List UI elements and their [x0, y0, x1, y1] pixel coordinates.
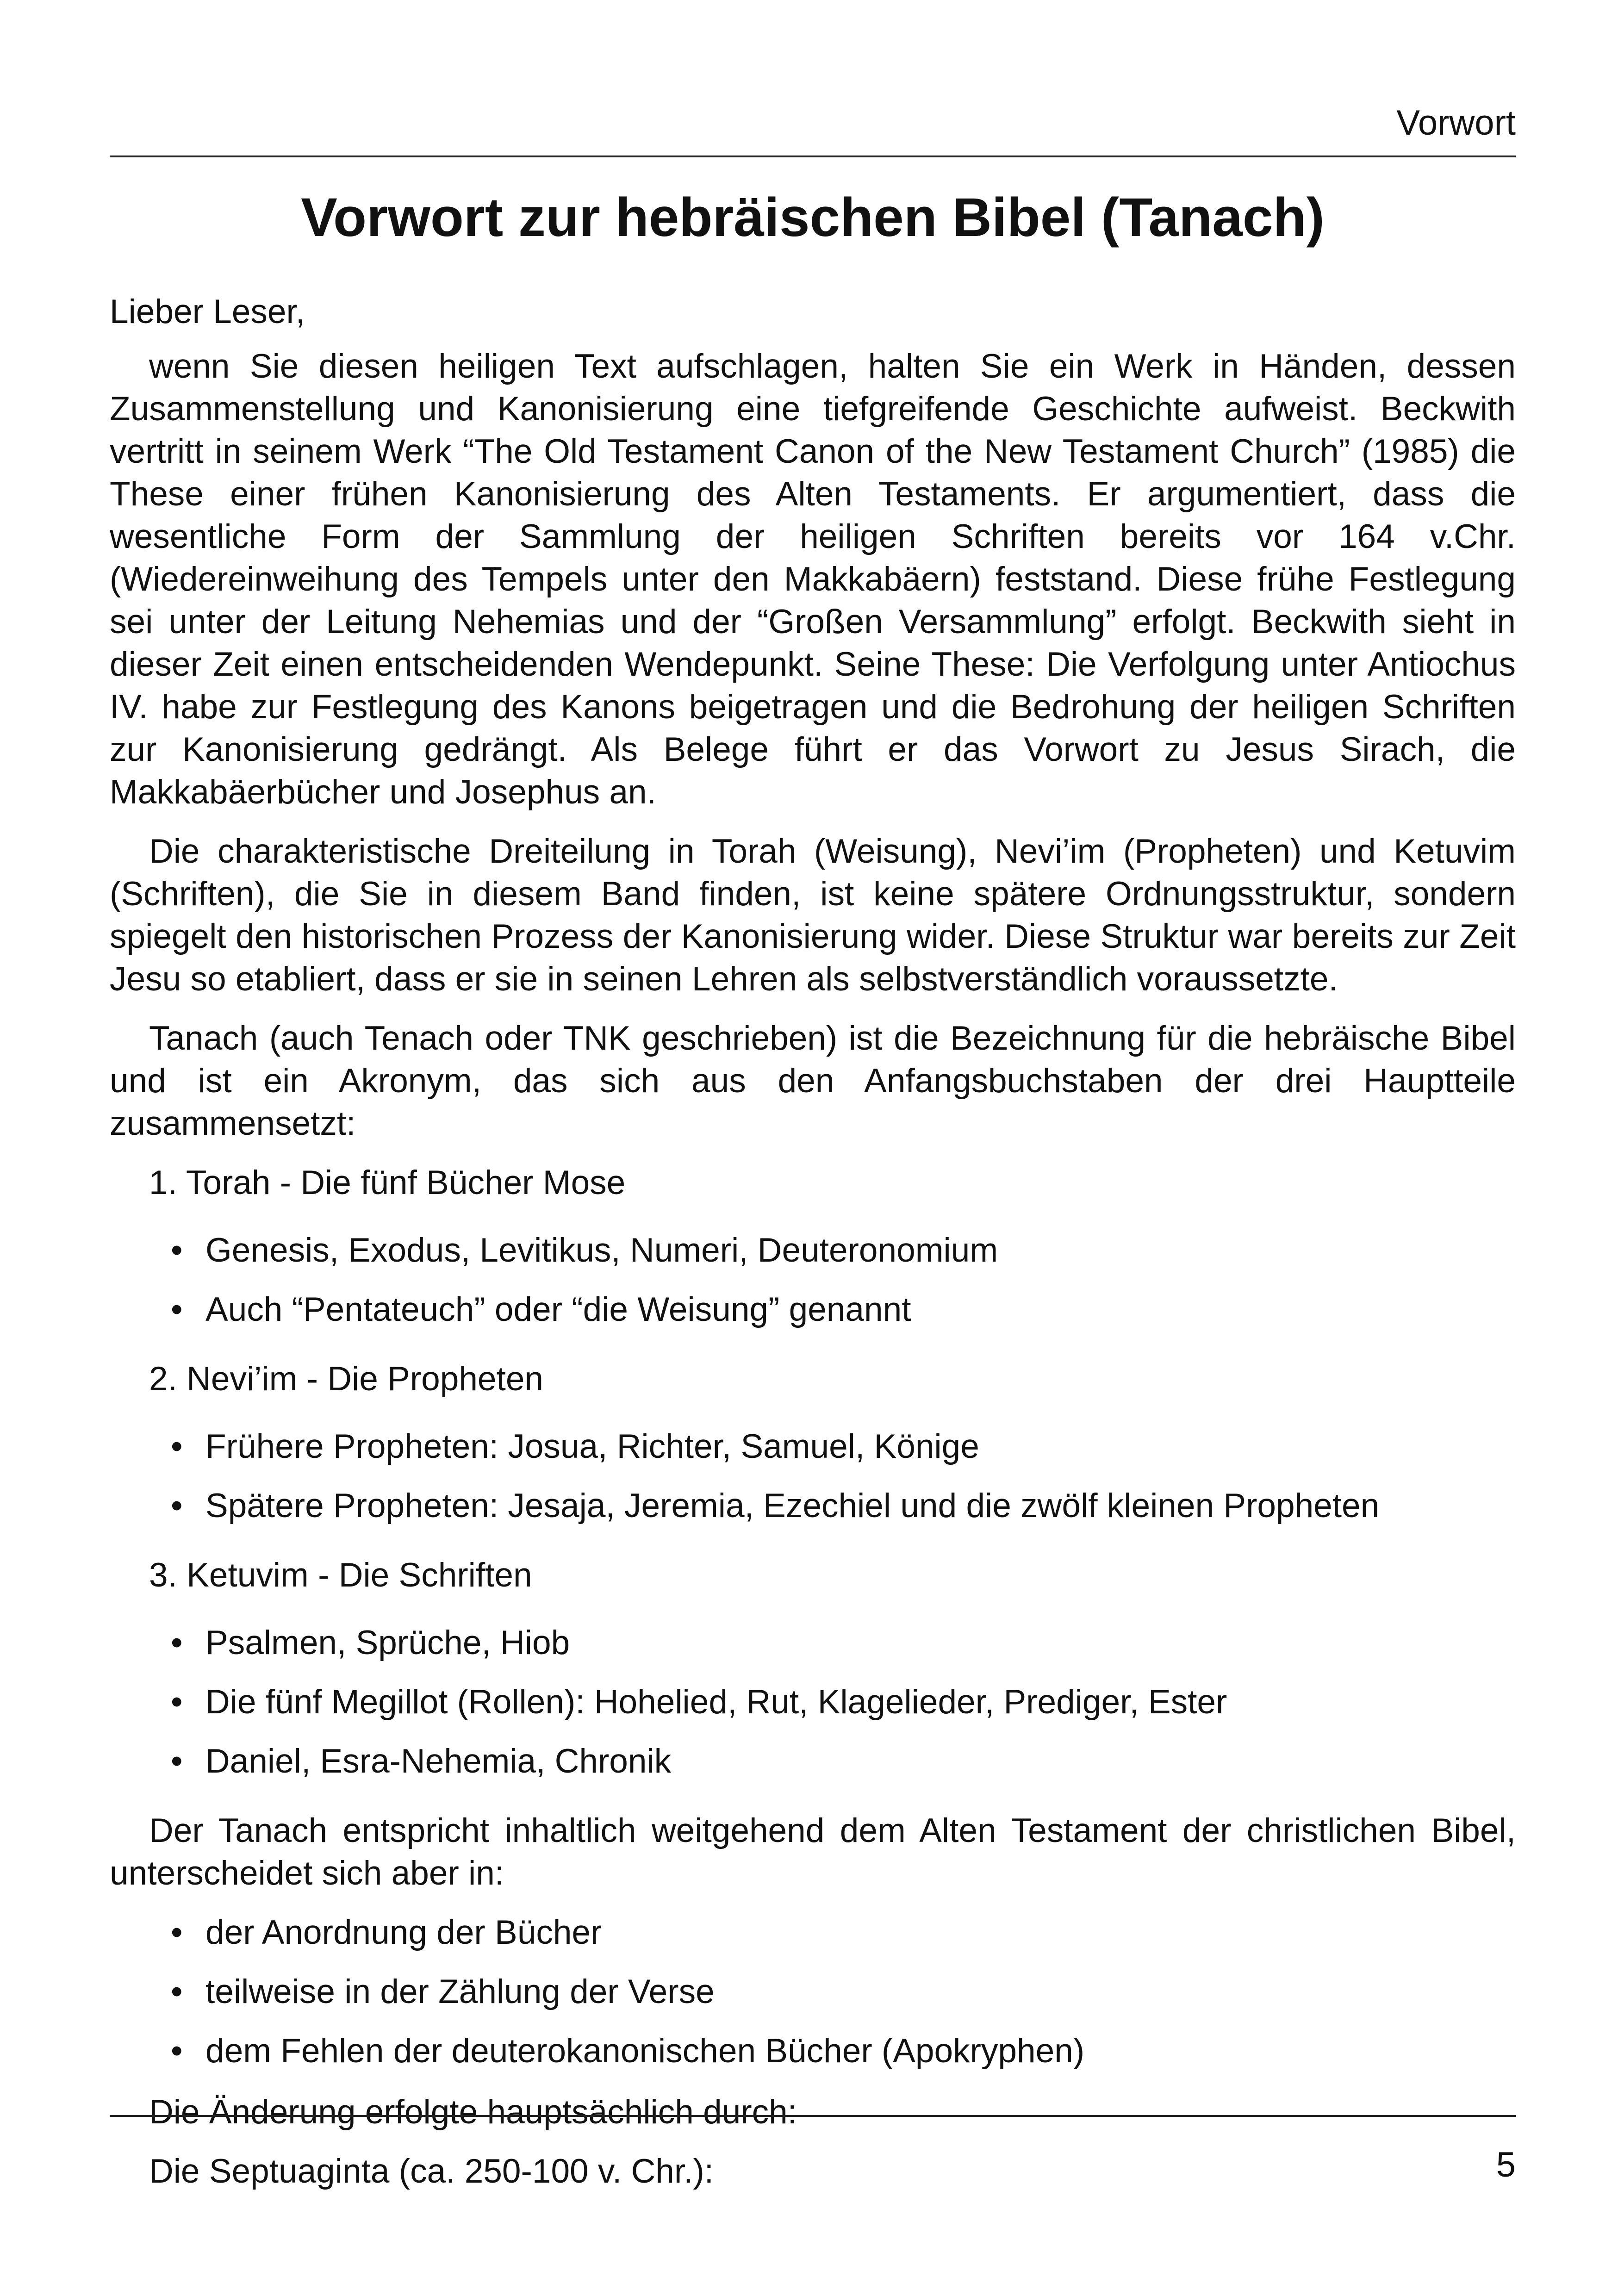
list-item [110, 1971, 1516, 2013]
closing-line-change: Die Änderung erfolgte hauptsächlich durch: [149, 2093, 797, 2131]
paragraph-intro: wenn Sie diesen heiligen Text aufschlagen, halten Sie ein Werk in Händen, dessen Zusammenstellung und Kanonisierung eine tiefgreifende Geschichte aufweist. Beckwith vertritt in seinem Werk “The Old Testament Canon of the New Testament Church” (1985) die These einer frühen Kanonisierung des Alten Testaments. Er argumentiert, dass die wesentliche Form der Sammlung der heiligen Schriften bereits vor 164 v.Chr. (Wiedereinweihung des Tempels unter den Makkabäern) feststand. Diese frühe Festlegung sei unter der Leitung Nehemias und der “Großen Versammlung” erfolgt. Beckwith sieht in dieser Zeit einen entscheidenden Wendepunkt. Seine These: Die Verfolgung unter Antiochus IV. habe zur Festlegung des Kanons beigetragen und die Bedrohung der heiligen Schriften zur Kanonisierung gedrängt. Als Belege führt er das Vorwort zu Jesus Sirach, die Makkabäerbücher und Josephus an. [110, 348, 1516, 811]
list-item [110, 1425, 1516, 1468]
list-item [110, 2030, 1516, 2072]
bullet-icon: • [171, 1624, 183, 1661]
bullet-icon: • [171, 1973, 183, 2010]
list-item [110, 1681, 1516, 1724]
neviim-list [110, 1425, 1516, 1527]
bullet-icon: • [171, 1683, 183, 1721]
section-heading-neviim: 2. Nevi’im - Die Propheten [149, 1360, 544, 1398]
list-item [110, 1485, 1516, 1527]
bullet-icon: • [171, 1428, 183, 1465]
list-item-text: Die fünf Megillot (Rollen): Hohelied, Rut, Klagelieder, Prediger, Ester [205, 1683, 1227, 1721]
closing-line-septuagint: Die Septuaginta (ca. 250-100 v. Chr.): [149, 2153, 714, 2190]
paragraph-comparison: Der Tanach entspricht inhaltlich weitgehend dem Alten Testament der christlichen Bibel, unterscheidet sich aber in: [110, 1812, 1516, 1892]
list-item-text: der Anordnung der Bücher [205, 1914, 602, 1951]
salutation: Lieber Leser, [110, 293, 305, 330]
bullet-icon: • [171, 1742, 183, 1780]
differences-list [110, 1911, 1516, 2072]
list-item [110, 1622, 1516, 1664]
bullet-icon: • [171, 1291, 183, 1328]
ketuvim-list [110, 1622, 1516, 1783]
section-heading-torah: 1. Torah - Die fünf Bücher Mose [149, 1164, 626, 1201]
list-item [110, 1229, 1516, 1272]
list-item-text: dem Fehlen der deuterokanonischen Bücher (Apokryphen) [205, 2032, 1085, 2070]
running-header: Vorwort [1396, 103, 1516, 143]
paragraph-threefold-division: Die charakteristische Dreiteilung in Torah (Weisung), Nevi’im (Propheten) und Ketuvim (Schriften), die Sie in diesem Band finden, ist keine spätere Ordnungsstruktur, sondern spiegelt den historischen Prozess der Kanonisierung wider. Diese Struktur war bereits zur Zeit Jesu so etabliert, dass er sie in seinen Lehren als selbstverständlich voraussetzte. [110, 833, 1516, 998]
list-item-text: Spätere Propheten: Jesaja, Jeremia, Ezechiel und die zwölf kleinen Propheten [205, 1487, 1380, 1524]
list-item-text: Frühere Propheten: Josua, Richter, Samuel, Könige [205, 1428, 979, 1465]
torah-list [110, 1229, 1516, 1331]
page-title: Vorwort zur hebräischen Bibel (Tanach) [301, 187, 1325, 248]
footer-rule [110, 2115, 1516, 2117]
list-item-text: Auch “Pentateuch” oder “die Weisung” genannt [205, 1291, 911, 1328]
section-heading-ketuvim: 3. Ketuvim - Die Schriften [149, 1556, 532, 1594]
bullet-icon: • [171, 2032, 183, 2070]
list-item [110, 1740, 1516, 1783]
document-page [110, 0, 1516, 2296]
page-number: 5 [1496, 2145, 1516, 2184]
body-text [110, 291, 1516, 2209]
paragraph-tanach-definition: Tanach (auch Tenach oder TNK geschrieben) ist die Bezeichnung für die hebräische Bibel und ist ein Akronym, das sich aus den Anfangsbuchstaben der drei Hauptteile zusammensetzt: [110, 1020, 1516, 1142]
header-rule [110, 156, 1516, 157]
list-item-text: Genesis, Exodus, Levitikus, Numeri, Deuteronomium [205, 1232, 998, 1269]
bullet-icon: • [171, 1487, 183, 1524]
list-item-text: teilweise in der Zählung der Verse [205, 1973, 715, 2010]
bullet-icon: • [171, 1914, 183, 1951]
list-item [110, 1288, 1516, 1331]
list-item [110, 1911, 1516, 1954]
list-item-text: Psalmen, Sprüche, Hiob [205, 1624, 570, 1661]
list-item-text: Daniel, Esra-Nehemia, Chronik [205, 1742, 672, 1780]
bullet-icon: • [171, 1232, 183, 1269]
